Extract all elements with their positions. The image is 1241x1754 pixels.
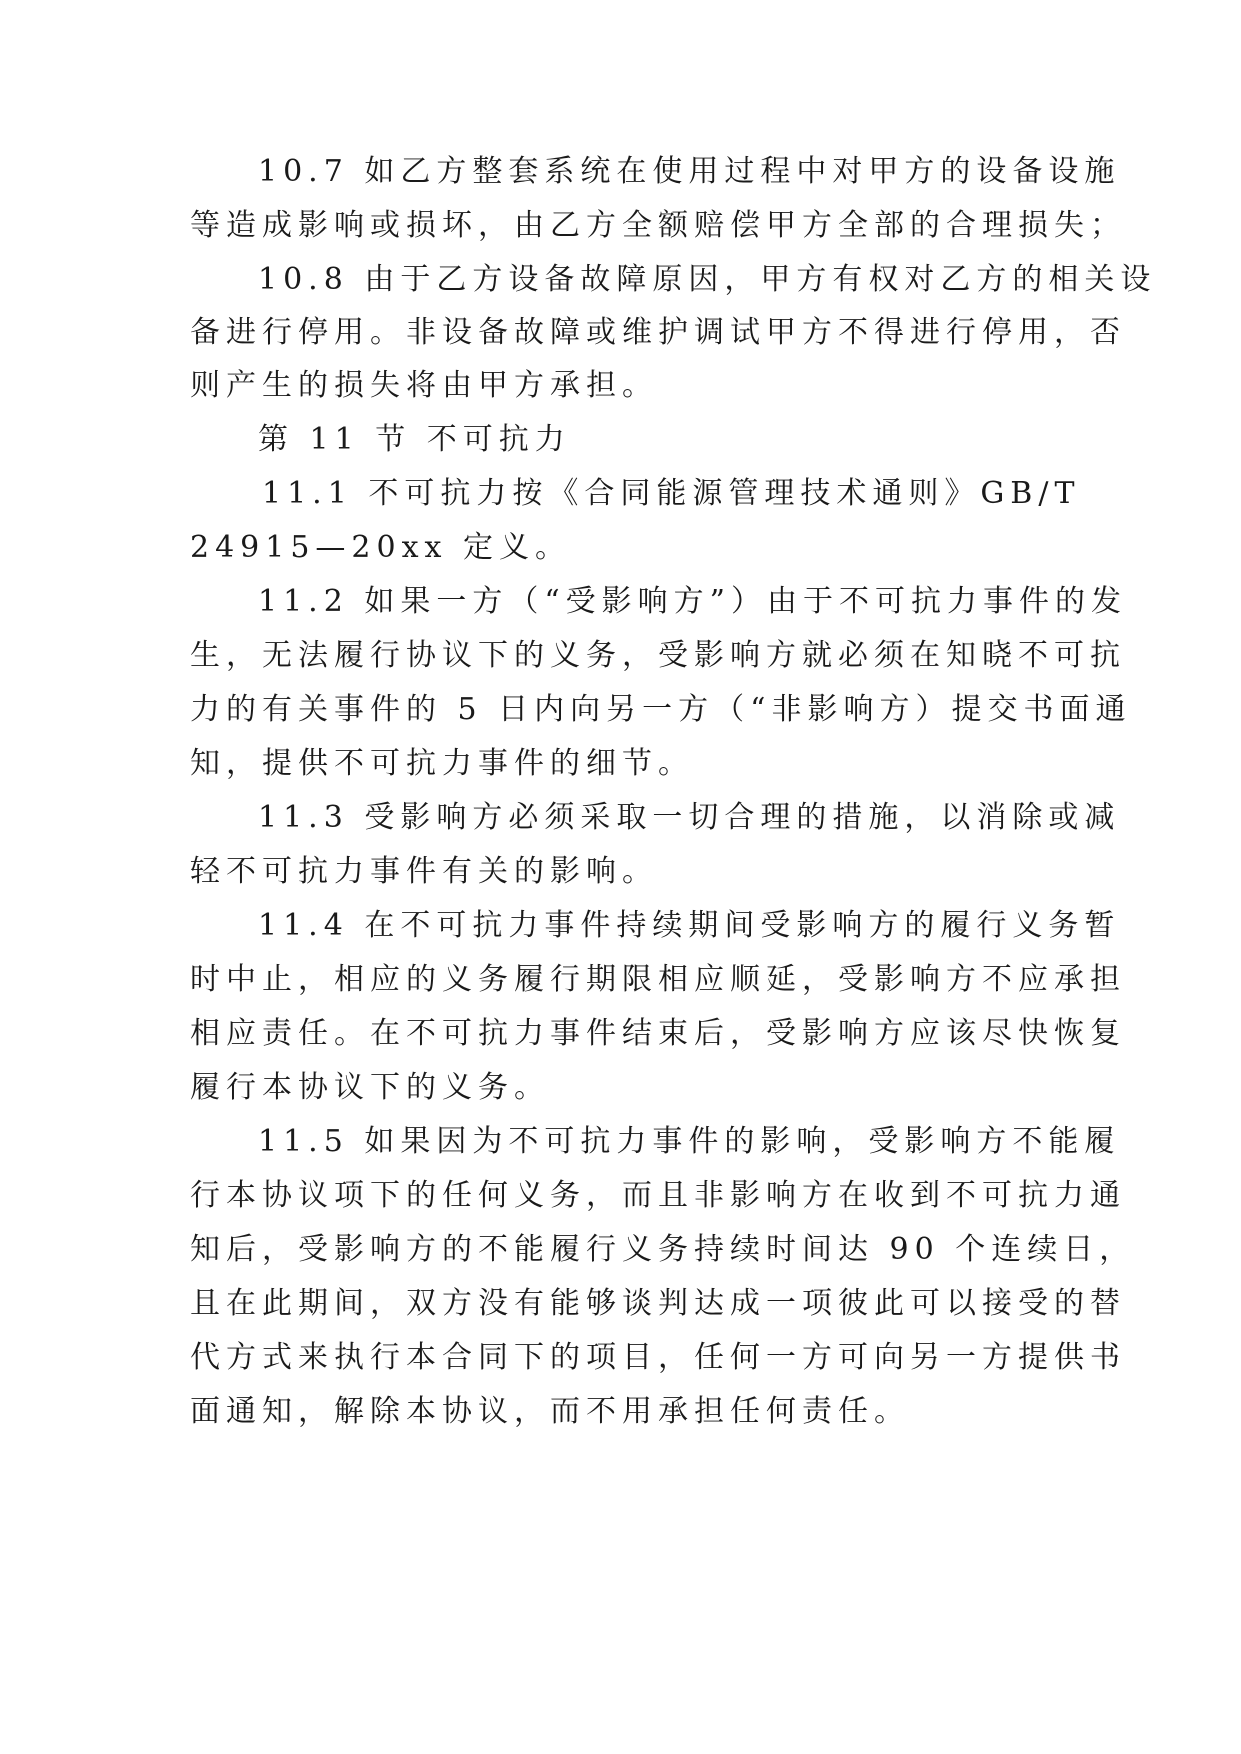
clause-10-8-line-3: 则产生的损失将由甲方承担。 [190, 368, 658, 403]
clause-10-7-line-1: 10.7 如乙方整套系统在使用过程中对甲方的设备设施 [258, 154, 1121, 189]
clause-11-5-line-3: 知后，受影响方的不能履行义务持续时间达 90 个连续日， [190, 1232, 1136, 1267]
clause-11-4-line-2: 时中止，相应的义务履行期限相应顺延，受影响方不应承担 [190, 962, 1126, 997]
clause-11-2-line-3: 力的有关事件的 5 日内向另一方（“非影响方）提交书面通 [190, 692, 1132, 727]
clause-10-8-line-2: 备进行停用。非设备故障或维护调试甲方不得进行停用，否 [190, 315, 1126, 350]
clause-11-5-line-1: 11.5 如果因为不可抗力事件的影响，受影响方不能履 [258, 1124, 1121, 1159]
clause-11-5-line-2: 行本协议项下的任何义务，而且非影响方在收到不可抗力通 [190, 1178, 1126, 1213]
clause-11-4-line-1: 11.4 在不可抗力事件持续期间受影响方的履行义务暂 [258, 908, 1121, 943]
clause-11-4-line-3: 相应责任。在不可抗力事件结束后，受影响方应该尽快恢复 [190, 1016, 1126, 1051]
clause-11-2-line-2: 生，无法履行协议下的义务，受影响方就必须在知晓不可抗 [190, 638, 1126, 673]
clause-11-5-line-4: 且在此期间，双方没有能够谈判达成一项彼此可以接受的替 [190, 1286, 1126, 1321]
clause-11-5-line-6: 面通知，解除本协议，而不用承担任何责任。 [190, 1394, 910, 1429]
clause-11-2-line-1: 11.2 如果一方（“受影响方”）由于不可抗力事件的发 [258, 584, 1128, 619]
clause-10-7-line-2: 等造成影响或损坏，由乙方全额赔偿甲方全部的合理损失； [190, 208, 1126, 243]
clause-11-3-line-1: 11.3 受影响方必须采取一切合理的措施，以消除或减 [258, 800, 1121, 835]
clause-11-5-line-5: 代方式来执行本合同下的项目，任何一方可向另一方提供书 [190, 1340, 1126, 1375]
section-11-heading: 第 11 节 不可抗力 [258, 422, 571, 457]
clause-11-1-line-1: 11.1 不可抗力按《合同能源管理技术通则》GB/T [262, 476, 1081, 511]
clause-11-1-line-2: 24915—20xx 定义。 [190, 530, 571, 565]
clause-11-4-line-4: 履行本协议下的义务。 [190, 1070, 550, 1105]
clause-11-3-line-2: 轻不可抗力事件有关的影响。 [190, 854, 658, 889]
clause-11-2-line-4: 知，提供不可抗力事件的细节。 [190, 746, 694, 781]
clause-10-8-line-1: 10.8 由于乙方设备故障原因，甲方有权对乙方的相关设 [258, 262, 1157, 297]
